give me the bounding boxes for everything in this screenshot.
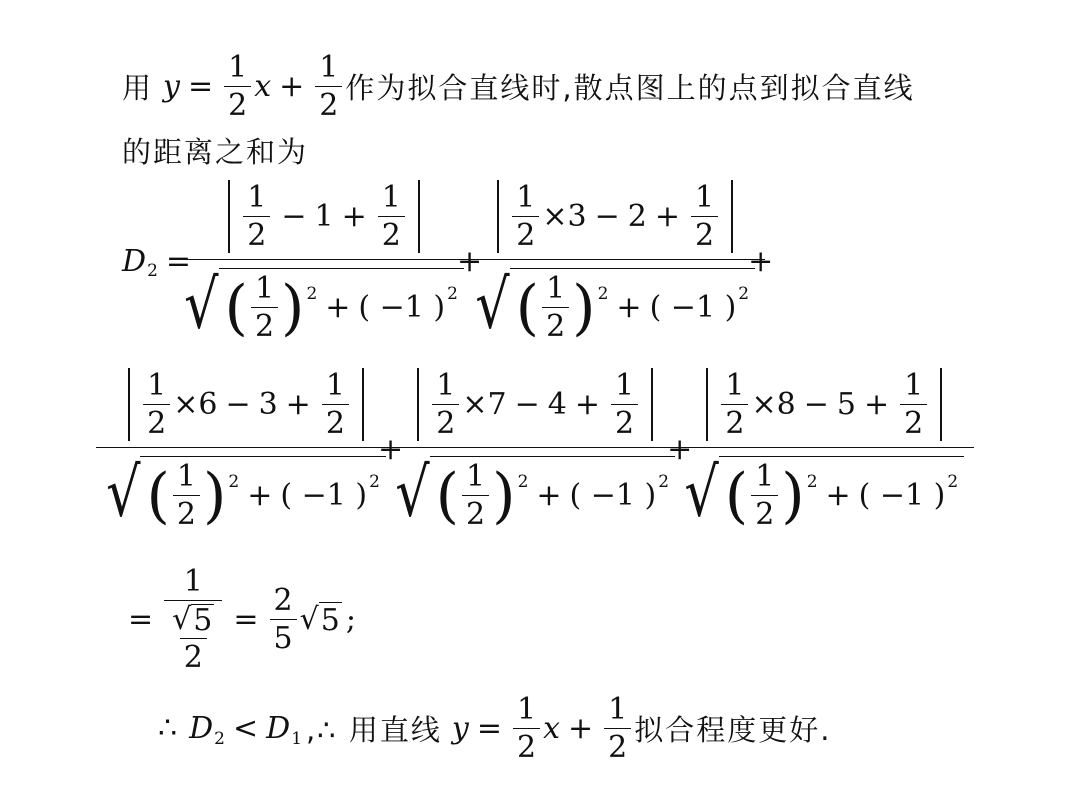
distance-term-3: $\frac{1}{2}$ × 6 − 3 + $\frac{1}{2}$ √ ( $\frac{1}{2}$ ) 2 + ( −1 ) 2 bbox=[122, 368, 370, 530]
distance-term-2: $\frac{1}{2}$ × 3 − 2 + $\frac{1}{2}$ √ ( $\frac{1}{2}$ ) 2 + ( −1 ) 2 bbox=[490, 180, 740, 342]
fraction-one-half: $\frac{1}{2}$ bbox=[513, 694, 540, 763]
fraction-one-over-sqrt5-half: 1 √ 5 2 bbox=[164, 566, 222, 674]
fraction-one-half: $\frac{1}{2}$ bbox=[224, 52, 251, 121]
sentence-line-2 bbox=[122, 130, 308, 171]
var-y: y bbox=[163, 69, 180, 104]
text-line1-suffix: 作为拟合直线时,散点图上的点到拟合直线 bbox=[345, 71, 915, 105]
text-conclusion-suffix: 拟合程度更好. bbox=[634, 713, 832, 747]
distance-term-5: $\frac{1}{2}$ × 8 − 5 + $\frac{1}{2}$ √ ( $\frac{1}{2}$ ) 2 + ( −1 ) 2 bbox=[700, 368, 948, 530]
sqrt-five: √ 5 bbox=[299, 602, 340, 638]
plus-sign: + bbox=[378, 431, 404, 467]
fraction-two-fifths: $\frac{2}{5}$ bbox=[270, 585, 297, 654]
equals-sign: = bbox=[128, 602, 154, 638]
text-conclusion-mid: ,∴ 用直线 bbox=[306, 713, 442, 747]
plus-sign: + bbox=[667, 431, 693, 467]
distance-term-1: $\frac{1}{2}$ − 1 + $\frac{1}{2}$ √ ( $\frac{1}{2}$ ) 2 + ( −1 ) 2 bbox=[199, 180, 449, 342]
sentence-line-1 bbox=[122, 52, 915, 121]
text-line2: 的距离之和为 bbox=[122, 135, 309, 169]
plus-sign: + bbox=[279, 69, 305, 104]
distance-term-4: $\frac{1}{2}$ × 7 − 4 + $\frac{1}{2}$ √ ( $\frac{1}{2}$ ) 2 + ( −1 ) 2 bbox=[411, 368, 659, 530]
fraction-one-half: $\frac{1}{2}$ bbox=[604, 694, 631, 763]
less-than: < bbox=[232, 711, 259, 746]
fraction-one-half: $\frac{1}{2}$ bbox=[315, 52, 342, 121]
equals-sign: = bbox=[233, 602, 259, 638]
var-x: x bbox=[254, 69, 272, 104]
equals-sign: = bbox=[165, 243, 192, 279]
var-D2: D bbox=[189, 711, 214, 746]
therefore-symbol: ∴ bbox=[158, 711, 178, 746]
text-yong: 用 bbox=[122, 71, 154, 105]
equation-row-2 bbox=[106, 368, 959, 532]
plus-sign: + bbox=[457, 243, 483, 279]
plus-sign: + bbox=[748, 243, 774, 279]
semicolon: ; bbox=[345, 602, 356, 638]
var-x: x bbox=[543, 711, 561, 746]
var-y: y bbox=[451, 711, 469, 746]
conclusion-line: ∴ D 2 < D 1 ,∴ 用直线 y = $\frac{1}{2}$ x + $\frac{1}{2}$ 拟合程度更好. bbox=[158, 692, 832, 765]
var-D1: D bbox=[266, 711, 291, 746]
var-D: D bbox=[122, 243, 147, 279]
result-line bbox=[128, 566, 356, 674]
equals-sign: = bbox=[187, 69, 214, 104]
equation-row-1: D 2 = $\frac{1}{2}$ − 1 + $\frac{1}{2}$ √ ( $\frac{1}{2}$ ) 2 + ( −1 ) 2 + $\frac{1}{2}$ × 3 − 2 + $\frac{1}{2}$ √ ( $\frac{1}{2}$ ) 2 + ( −1 ) 2 + bbox=[122, 180, 774, 344]
